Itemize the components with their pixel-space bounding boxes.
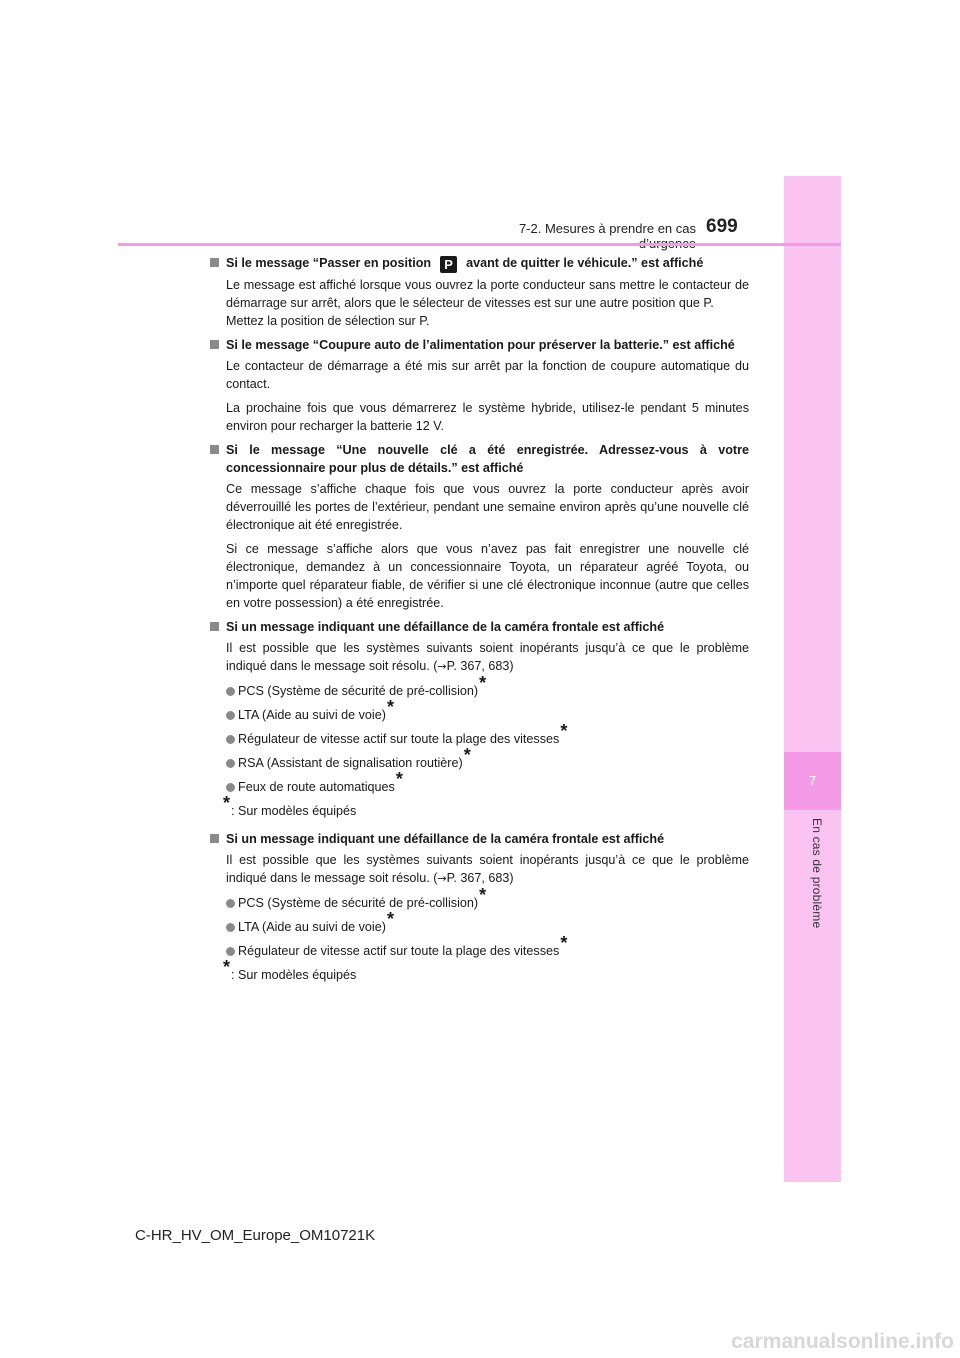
list-item: Régulateur de vitesse actif sur toute la plage des vitesses* (209, 942, 749, 960)
list-item: PCS (Système de sécurité de pré-collision)* (209, 682, 749, 700)
park-p-icon: P (440, 256, 457, 273)
section-title: Si le message “Une nouvelle clé a été enregistrée. Adressez-vous à votre concessionnaire pour plus de détails.” est affiché (209, 441, 749, 477)
square-bullet-icon (210, 622, 219, 631)
square-bullet-icon (210, 834, 219, 843)
footnote: *: Sur modèles équipés (223, 957, 357, 982)
list-item: LTA (Aide au suivi de voie)* (209, 918, 749, 936)
list-item: LTA (Aide au suivi de voie)* (209, 706, 749, 724)
round-bullet-icon (226, 947, 235, 956)
paragraph: Le message est affiché lorsque vous ouvrez la porte conducteur sans mettre le contacteur de démarrage sur arrêt, alors que le sélecteur de vitesses est sur une autre position que P. (226, 278, 749, 310)
watermark: carmanualsonline.info (731, 1330, 954, 1353)
footnote-star: * (479, 673, 487, 693)
section-front-camera-1 (209, 618, 749, 820)
square-bullet-icon (210, 340, 219, 349)
round-bullet-icon (226, 923, 235, 932)
page-number: 699 (706, 216, 738, 237)
round-bullet-icon (226, 735, 235, 744)
footnote-star: * (560, 933, 568, 953)
paragraph: Si ce message s’affiche alors que vous n’avez pas fait enregistrer une nouvelle clé électronique, demandez à un concessionnaire Toyota, un réparateur agréé Toyota, ou n’importe quel réparateur fiable, de vérifier si une clé électronique inconnue (autre que celles en votre possession) a été enregistrée. (226, 542, 749, 610)
footnote: *: Sur modèles équipés (223, 793, 357, 818)
round-bullet-icon (226, 899, 235, 908)
paragraph: Le contacteur de démarrage a été mis sur arrêt par la fonction de coupure automatique du contact. (226, 359, 749, 391)
section-shift-to-p (209, 254, 749, 330)
round-bullet-icon (226, 711, 235, 720)
round-bullet-icon (226, 687, 235, 696)
page-content (209, 254, 749, 994)
square-bullet-icon (210, 445, 219, 454)
chapter-number: 7 (784, 752, 841, 810)
section-title: Si le message “Passer en position P avant de quitter le véhicule.” est affiché (209, 254, 749, 273)
list-item: Feux de route automatiques* (209, 778, 749, 796)
arrow-icon: → (437, 660, 447, 673)
list-item: Régulateur de vitesse actif sur toute la plage des vitesses* (209, 730, 749, 748)
section-header: 7-2. Mesures à prendre en cas (518, 221, 696, 236)
arrow-icon: → (437, 872, 447, 885)
footnote-star: * (386, 697, 394, 717)
paragraph: Il est possible que les systèmes suivants soient inopérants jusqu’à ce que le problème indiqué dans le message soit résolu. (→P. 367, 683) (226, 853, 749, 885)
footnote-star: * (463, 745, 471, 765)
paragraph: La prochaine fois que vous démarrerez le système hybride, utilisez-le pendant 5 minutes environ pour recharger la batterie 12 V. (226, 401, 749, 433)
paragraph: Mettez la position de sélection sur P. (226, 314, 430, 328)
list-item: RSA (Assistant de signalisation routière)* (209, 754, 749, 772)
section-title: Si un message indiquant une défaillance de la caméra frontale est affiché (209, 830, 749, 848)
section-title: Si le message “Coupure auto de l’alimentation pour préserver la batterie.” est affiché (209, 336, 749, 354)
footnote-star: * (395, 769, 403, 789)
footnote-star: * (386, 909, 394, 929)
footnote-star: * (479, 885, 487, 905)
square-bullet-icon (210, 258, 219, 267)
paragraph: Il est possible que les systèmes suivants soient inopérants jusqu’à ce que le problème indiqué dans le message soit résolu. (→P. 367, 683) (226, 641, 749, 673)
chapter-side-tab (784, 176, 841, 1182)
round-bullet-icon (226, 759, 235, 768)
section-front-camera-2 (209, 830, 749, 984)
section-title: Si un message indiquant une défaillance de la caméra frontale est affiché (209, 618, 749, 636)
round-bullet-icon (226, 783, 235, 792)
section-auto-power-off (209, 336, 749, 435)
footnote-star: * (560, 721, 568, 741)
header-rule (118, 243, 841, 246)
footnote-star: * (223, 793, 231, 813)
paragraph: Ce message s’affiche chaque fois que vous ouvrez la porte conducteur après avoir déverrouillé les portes de l’extérieur, pendant une semaine environ après qu’une nouvelle clé électronique ait été enregistrée. (226, 482, 749, 532)
list-item: PCS (Système de sécurité de pré-collision)* (209, 894, 749, 912)
footnote-star: * (223, 957, 231, 977)
document-code: C-HR_HV_OM_Europe_OM10721K (135, 1227, 376, 1244)
chapter-label: En cas de problème (810, 818, 824, 929)
section-new-key-registered (209, 441, 749, 612)
